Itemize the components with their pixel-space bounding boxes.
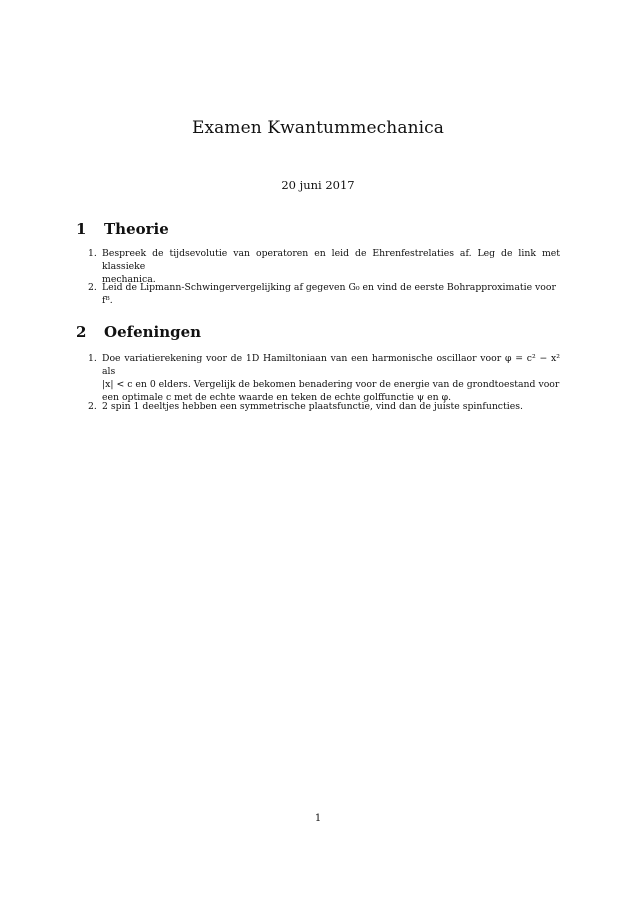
section-number: 1 — [76, 220, 87, 238]
document-title: Examen Kwantummechanica — [191, 118, 445, 138]
text-line: een optimale c met de echte waarde en teken de echte golffunctie ψ en φ. — [102, 392, 452, 403]
list-marker: 1. — [88, 248, 97, 259]
text-line: |x| < c en 0 elders. Vergelijk de bekomen benadering voor de energie van de grondtoestand voor — [102, 379, 560, 390]
list-item — [88, 400, 560, 413]
text-line: 2 spin 1 deeltjes hebben een symmetrische plaatsfunctie, vind dan de juiste spinfuncties. — [102, 401, 523, 412]
list-item-text — [102, 400, 560, 413]
section-heading-oefeningen — [76, 323, 201, 341]
section-heading-theorie — [76, 220, 169, 238]
list-item — [88, 352, 560, 404]
page-number: 1 — [314, 813, 322, 824]
list-marker: 1. — [88, 353, 97, 364]
section-title: Oefeningen — [104, 323, 202, 341]
text-line: Bespreek de tijdsevolutie van operatoren en leid de Ehrenfestrelaties af. Leg de link met klassieke — [102, 248, 560, 272]
text-line: Doe variatierekening voor de 1D Hamiltoniaan van een harmonische oscillaor voor φ = c² − x² als — [102, 353, 560, 377]
list-item-text — [102, 352, 560, 404]
section-title: Theorie — [104, 220, 169, 238]
list-marker: 2. — [88, 401, 97, 412]
document-date: 20 juni 2017 — [281, 178, 355, 192]
list-item-text — [102, 281, 560, 307]
list-marker: 2. — [88, 282, 97, 293]
text-line: mechanica. — [102, 274, 156, 285]
section-number: 2 — [76, 323, 87, 341]
text-line: fᴮ. — [102, 295, 113, 306]
text-line: Leid de Lipmann-Schwingervergelijking af gegeven G₀ en vind de eerste Bohrapproximatie voor — [102, 282, 556, 293]
list-item — [88, 281, 560, 307]
